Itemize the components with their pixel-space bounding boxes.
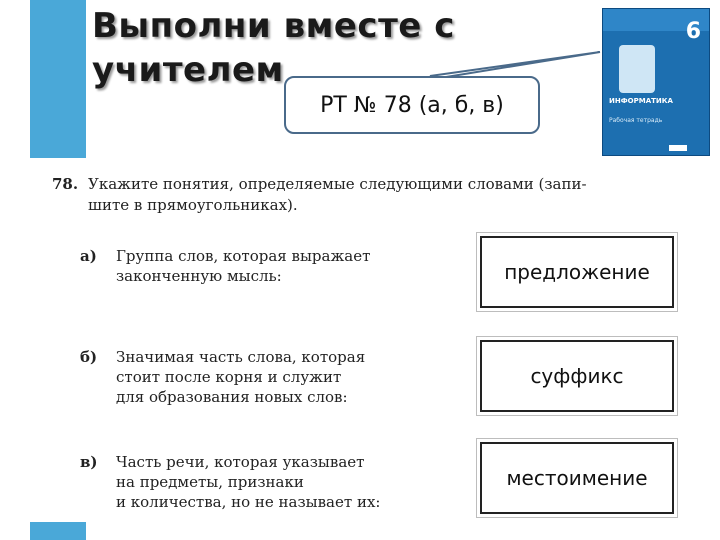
item-definition-line: на предметы, признаки xyxy=(116,473,304,491)
item-definition-line: стоит после корня и служит xyxy=(116,368,342,386)
slide-title-line-2: учителем xyxy=(92,50,284,90)
workbook-reference-callout: РТ № 78 (а, б, в) xyxy=(284,76,540,134)
item-definition-line: Группа слов, которая выражает xyxy=(116,247,371,265)
item-definition-line: Часть речи, которая указывает xyxy=(116,453,365,471)
workbook-cover-image xyxy=(602,8,710,156)
robot-illustration-icon xyxy=(619,45,655,93)
answer-box-b: суффикс xyxy=(480,340,674,412)
item-definition-line: для образования новых слов: xyxy=(116,388,348,406)
item-definition xyxy=(116,347,436,407)
item-definition-line: и количества, но не называет их: xyxy=(116,493,381,511)
item-letter: б) xyxy=(80,348,98,366)
publisher-logo-icon xyxy=(669,145,687,151)
accent-square xyxy=(30,522,86,540)
task-instruction-line-2: шите в прямоугольниках). xyxy=(88,196,298,214)
slide-title-line-1: Выполни вместе с xyxy=(92,6,455,46)
accent-bar xyxy=(30,0,86,158)
item-definition xyxy=(116,246,436,286)
book-subtitle: Рабочая тетрадь xyxy=(609,117,663,124)
book-grade: 6 xyxy=(685,19,701,44)
item-letter: в) xyxy=(80,453,98,471)
task-number: 78. xyxy=(52,175,79,193)
task-instruction-line-1: Укажите понятия, определяемые следующими словами (запи- xyxy=(88,175,587,193)
book-title: ИНФОРМАТИКА xyxy=(609,97,673,105)
item-definition xyxy=(116,452,436,512)
task-instruction xyxy=(88,174,692,216)
item-definition-line: законченную мысль: xyxy=(116,267,282,285)
answer-box-a: предложение xyxy=(480,236,674,308)
item-definition-line: Значимая часть слова, которая xyxy=(116,348,366,366)
answer-box-c: местоимение xyxy=(480,442,674,514)
item-letter: а) xyxy=(80,247,97,265)
